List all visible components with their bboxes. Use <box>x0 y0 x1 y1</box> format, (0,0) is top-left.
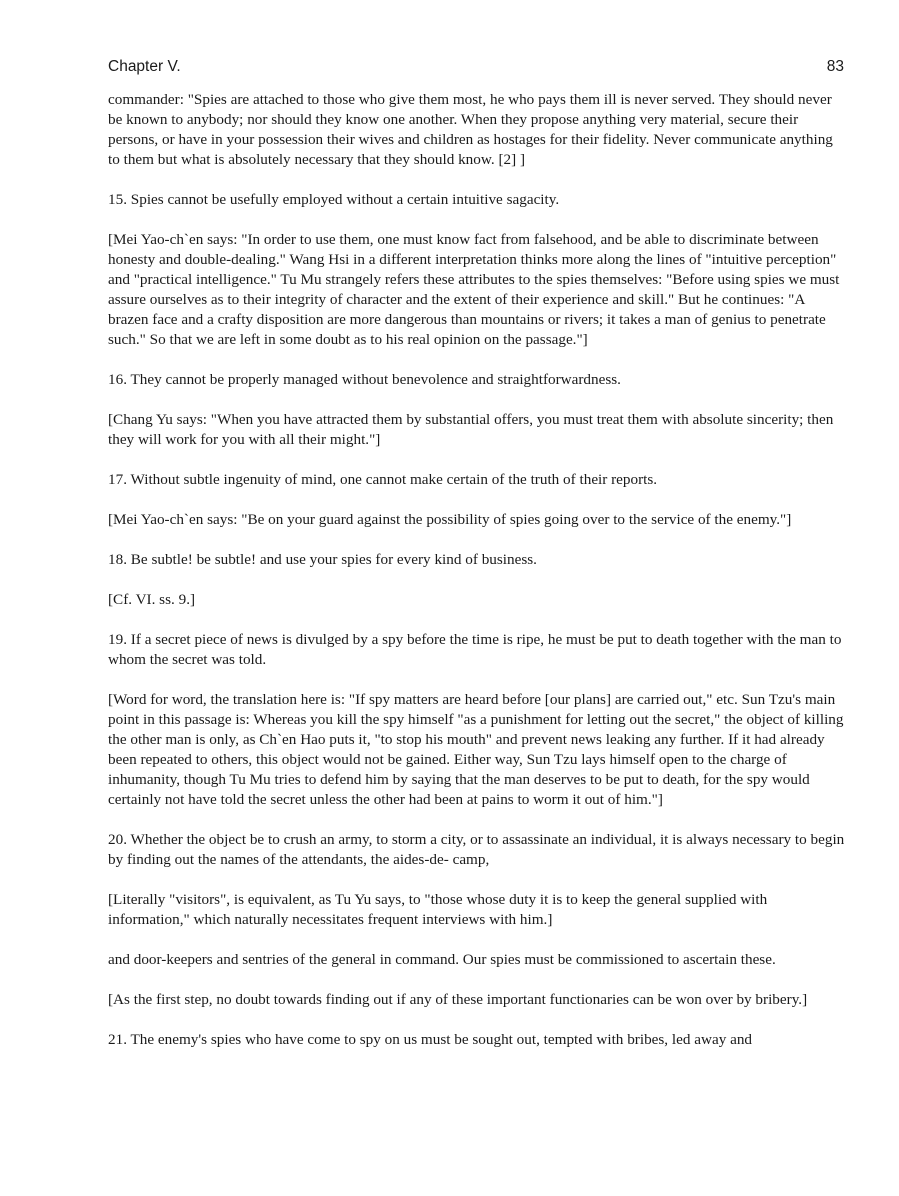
paragraph-commentary-18: [Cf. VI. ss. 9.] <box>108 591 196 608</box>
paragraph-continuation: commander: "Spies are attached to those who give them most, he who pays them ill is never served. They should never be known to anybody; nor should they know one another. When they propose anything very material, secure their persons, or have in your possession their wives and children as hostages for their fidelity. Never communicate anything to them but what is absolutely necessary that they should know. [2] ] <box>108 91 833 168</box>
paragraph-commentary-19: [Word for word, the translation here is: "If spy matters are heard before [our plans] are carried out," etc. Sun Tzu's main point in this passage is: Whereas you kill the spy himself "as a punishment for letting out the secret," the object of killing the other man is only, as Ch`en Hao puts it, "to stop his mouth" and prevent news leaking any further. If it had already been repeated to others, this object would not be gained. Either way, Sun Tzu lays himself open to the charge of inhumanity, though Tu Mu tries to defend him by saying that the man deserves to be put to death, for the spy would certainly not have told the secret unless the other had been at pains to worm it out of him."] <box>108 691 844 808</box>
chapter-title: Chapter V. <box>108 58 181 75</box>
page-header <box>108 57 844 79</box>
paragraph-commentary-17: [Mei Yao-ch`en says: "Be on your guard against the possibility of spies going over to the service of the enemy."] <box>108 511 792 528</box>
paragraph-verse-20: 20. Whether the object be to crush an army, to storm a city, or to assassinate an individual, it is always necessary to begin by finding out the names of the attendants, the aides-de- camp, <box>108 831 845 868</box>
paragraph-verse-16: 16. They cannot be properly managed without benevolence and straightforwardness. <box>108 371 621 388</box>
paragraph-verse-17: 17. Without subtle ingenuity of mind, one cannot make certain of the truth of their reports. <box>108 471 658 488</box>
page-number: 83 <box>826 58 844 75</box>
paragraph-verse-18: 18. Be subtle! be subtle! and use your spies for every kind of business. <box>108 551 537 568</box>
paragraph-verse-21: 21. The enemy's spies who have come to spy on us must be sought out, tempted with bribes, led away and <box>108 1031 753 1048</box>
paragraph-verse-15: 15. Spies cannot be usefully employed without a certain intuitive sagacity. <box>108 191 560 208</box>
paragraph-commentary-16: [Chang Yu says: "When you have attracted them by substantial offers, you must treat them with absolute sincerity; then they will work for you with all their might."] <box>108 411 834 448</box>
paragraph-commentary-15: [Mei Yao-ch`en says: "In order to use them, one must know fact from falsehood, and be able to discriminate between honesty and double-dealing." Wang Hsi in a different interpretation thinks more along the lines of "intuitive perception" and "practical intelligence." Tu Mu strangely refers these attributes to the spies themselves: "Before using spies we must assure ourselves as to their integrity of character and the extent of their experience and skill." But he continues: "A brazen face and a crafty disposition are more dangerous than mountains or rivers; it takes a man of genius to penetrate such." So that we are left in some doubt as to his real opinion on the passage."] <box>108 231 840 348</box>
paragraph-verse-20-continued: and door-keepers and sentries of the general in command. Our spies must be commissioned to ascertain these. <box>108 951 776 968</box>
paragraph-verse-19: 19. If a secret piece of news is divulged by a spy before the time is ripe, he must be put to death together with the man to whom the secret was told. <box>108 631 842 668</box>
body-text <box>108 90 845 1070</box>
paragraph-commentary-20a: [Literally "visitors", is equivalent, as Tu Yu says, to "those whose duty it is to keep the general supplied with information," which naturally necessitates frequent interviews with him.] <box>108 891 768 928</box>
paragraph-commentary-20b: [As the first step, no doubt towards finding out if any of these important functionaries can be won over by bribery.] <box>108 991 808 1008</box>
